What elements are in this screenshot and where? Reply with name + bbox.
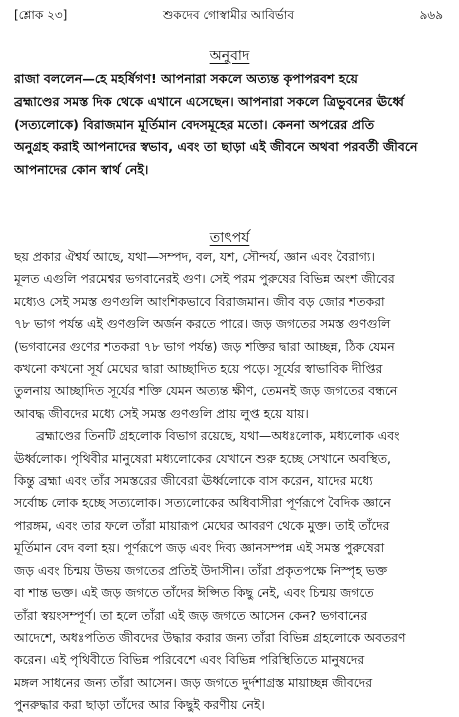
purport-line: (ভগবানের গুণের শতকরা ৭৮ ভাগ পর্যন্ত) জড় শক্তির দ্বারা আচ্ছন্ন, ঠিক যেমন [14,338,395,354]
chapter-title: শুকদেব গোস্বামীর আবির্ভাব [162,8,295,22]
purport-line: আবদ্ধ জীবদের মধ্যে সেই সমস্ত গুণগুলি প্রায় লুপ্ত হয়ে যায়। [14,405,309,421]
purport-line: মধ্যেও সেই সমস্ত গুণগুলি আংশিকভাবে বিরাজমান। জীব বড় জোর শতকরা [14,293,385,309]
purport-line: মূর্তিমান বেদ বলা হয়। পূর্ণরূপে জড় এবং দিব্য জ্ঞানসম্পন্ন এই সমস্ত পুরুষেরা [14,540,385,556]
translation-line: অনুগ্রহ করাই আপনাদের স্বভাব, এবং তা ছাড়া এই জীবনে অথবা পরবর্তী জীবনে [14,139,418,155]
translation-line: আপনাদের কোন স্বার্থ নেই। [14,162,149,178]
page-number: ৯৬৯ [419,8,443,22]
purport-line: কিন্তু ব্রহ্মা এবং তাঁর সমস্তরের জীবেরা ঊর্ধ্বলোকে বাস করেন, যাদের মধ্যে [14,473,373,489]
purport-line: ৭৮ ভাগ পর্যন্ত এই গুণগুলি অর্জন করতে পারে। জড় জগতের সমস্ত গুণগুলি [14,316,391,332]
purport-line: কখনো কখনো সূর্য মেঘের দ্বারা আচ্ছাদিত হয়ে পড়ে। সূর্যের স্বাভাবিক দীপ্তির [14,361,383,377]
translation-line: ব্রহ্মাণ্ডের সমস্ত দিক থেকে এখানে এসেছেন। আপনারা সকলে ত্রিভুবনের ঊর্ধ্বে [14,93,404,109]
purport-line: পুনরুদ্ধার করা ছাড়া তাঁদের আর কিছুই করণীয় নেই। [14,697,265,713]
purport-line: ছয় প্রকার ঐশ্বর্য আছে, যথা—সম্পদ, বল, যশ, সৌন্দর্য, জ্ঞান এবং বৈরাগ্য। [14,249,375,264]
translation-line: (সত্যলোকে) বিরাজমান মূর্তিমান বেদসমূহের মতো। কেননা অপরের প্রতি [14,116,375,132]
purport-line: জড় এবং চিন্ময় উভয় জগতের প্রতিই উদাসীন। তাঁরা প্রকৃতপক্ষে নিস্পৃহ ভক্ত [14,562,388,578]
page-header [14,4,443,26]
purport-line: আদেশে, অধঃপতিত জীবদের উদ্ধার করার জন্য তাঁরা বিভিন্ন গ্রহলোকে অবতরণ [14,629,406,645]
purport-line: ব্রহ্মাণ্ডের তিনটি গ্রহলোক বিভাগ রয়েছে, যথা—অধঃলোক, মধ্যলোক এবং [36,428,400,444]
purport-heading: তাৎপর্য [209,230,250,246]
purport-line: সর্বোচ্চ লোক হচ্ছে সত্যলোক। সত্যলোকের অধিবাসীরা পূর্ণরূপে বৈদিক জ্ঞানে [14,495,391,511]
purport-line: পারঙ্গম, এবং তার ফলে তাঁরা মায়ারূপ মেঘের আবরণ থেকে মুক্ত। তাই তাঁদের [14,517,390,533]
purport-line: মঙ্গল সাধনের জন্য তাঁরা আসেন। জড় জগতে দুর্দশাগ্রস্ত মায়াচ্ছন্ন জীবদের [14,674,373,690]
purport-line: তুলনায় আচ্ছাদিত সূর্যের শক্তি যেমন অত্যন্ত ক্ষীণ, তেমনই জড় জগতের বন্ধনে [14,383,398,399]
purport-line: বা শান্ত ভক্ত। এই জড় জগতে তাঁদের ঈপ্সিত কিছু নেই, এবং চিন্ময় জগতে [14,585,374,601]
purport-text [14,246,443,717]
translation-heading: অনুবাদ [209,48,250,64]
purport-line: করেন। এই পৃথিবীতে বিভিন্ন পরিবেশে এবং বিভিন্ন পরিস্থিতিতে মানুষদের [14,652,365,668]
purport-line: মূলত এগুলি পরমেশ্বর ভগবানেরই গুণ। সেই পরম পুরুষের বিভিন্ন অংশ জীবের [14,271,395,287]
verse-reference: [শ্লোক ২৩] [14,8,68,22]
translation-line: রাজা বললেন—হে মহর্ষিগণ! আপনারা সকলে অত্যন্ত কৃপাপরবশ হয়ে [14,71,358,86]
purport-line: তাঁরা স্বয়ংসম্পূর্ণ। তা হলে তাঁরা এই জড় জগতে আসেন কেন? ভগবানের [14,607,368,623]
purport-line: ঊর্ধ্বলোক। পৃথিবীর মানুষেরা মধ্যলোকের যেখানে শুরু হচ্ছে সেখানে অবস্থিত, [14,450,391,466]
translation-text [14,68,443,182]
